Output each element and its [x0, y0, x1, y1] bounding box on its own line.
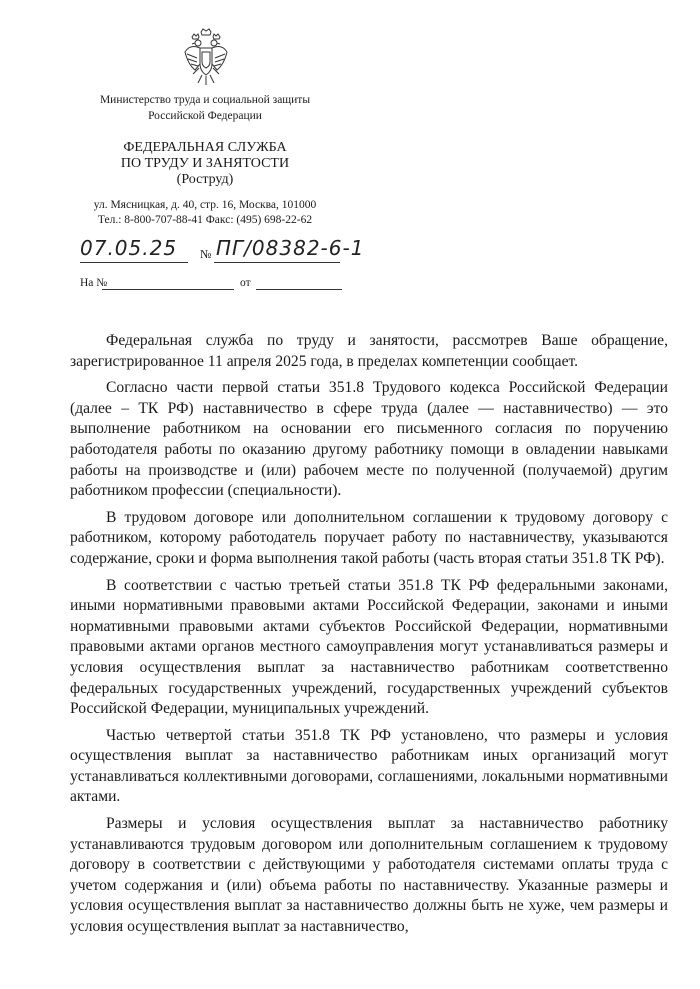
number-underline [214, 262, 340, 263]
paragraph: Согласно части первой статьи 351.8 Трудового кодекса Российской Федерации (далее – ТК РФ) наставничество в сфере труда (далее — наставничество) — это выполнение работником на основании его письменного согласия по поручению работодателя работы по оказанию другому работнику помощи в овладении навыками работы на производстве и (или) рабочем месте по полученной (получаемой) другим работником профессии (специальности). [70, 379, 668, 500]
paragraph: В трудовом договоре или дополнительном соглашении к трудовому договору с работником, которому работодатель поручает работу по наставничеству, указываются содержание, сроки и форма выполнения такой работы (часть вторая статьи 351.8 ТК РФ). [70, 508, 668, 567]
reference-number-blank [102, 289, 234, 290]
registration-date: 07.05.25 [80, 236, 178, 260]
reference-date-label: от [240, 277, 251, 289]
letter-body [70, 331, 668, 944]
ministry-name [82, 92, 328, 124]
agency-line-1: ФЕДЕРАЛЬНАЯ СЛУЖБА [123, 140, 287, 155]
paragraph: Федеральная служба по труду и занятости, рассмотрев Ваше обращение, зарегистрированное 11 апреля 2025 года, в пределах компетенции сообщает. [70, 332, 668, 370]
address-line-2: Тел.: 8-800-707-88-41 Факс: (495) 698-22-62 [97, 214, 313, 226]
paragraph: Размеры и условия осуществления выплат за наставничество работнику устанавливаются трудовым договором или дополнительным соглашением к трудовому договору в соответствии с действующими у работодателя системами оплаты труда с учетом содержания и (или) объема работы по наставничеству. Указанные размеры и условия осуществления выплат за наставничество должны быть не хуже, чем размеры и условия осуществления выплат за наставничество, [70, 815, 668, 936]
ministry-line-2: Российской Федерации [148, 110, 262, 122]
paragraph: В соответствии с частью третьей статьи 351.8 ТК РФ федеральными законами, иными нормативными правовыми актами Российской Федерации, законами и иными нормативными правовыми актами субъектов Российской Федерации, нормативными правовыми актами органов местного самоуправления могут устанавливаться размеры и условия осуществления выплат за наставничество работникам соответственно федеральных государственных учреждений, государственных учреждений субъектов Российской Федерации, муниципальных учреждений. [70, 576, 668, 718]
reference-row [80, 277, 342, 293]
agency-line-2: ПО ТРУДУ И ЗАНЯТОСТИ [120, 156, 290, 171]
ministry-line-1: Министерство труда и социальной защиты [99, 94, 311, 106]
paragraph: Частью четвертой статьи 351.8 ТК РФ установлено, что размеры и условия осуществления выплат за наставничество работникам иных организаций могут устанавливаться коллективными договорами, соглашениями, локальными нормативными актами. [70, 726, 668, 806]
reference-number-label: На № [80, 277, 108, 289]
registration-number-label: № [200, 247, 212, 261]
agency-address [82, 198, 328, 228]
address-line-1: ул. Мясницкая, д. 40, стр. 16, Москва, 101000 [93, 199, 317, 211]
agency-name [82, 140, 328, 188]
registration-number: ПГ/08382-6-1 [216, 236, 365, 260]
date-underline [80, 262, 188, 263]
reference-date-blank [256, 289, 342, 290]
coat-of-arms-icon [183, 28, 229, 88]
agency-line-3: (Роструд) [176, 172, 234, 187]
registration-row [80, 236, 365, 268]
